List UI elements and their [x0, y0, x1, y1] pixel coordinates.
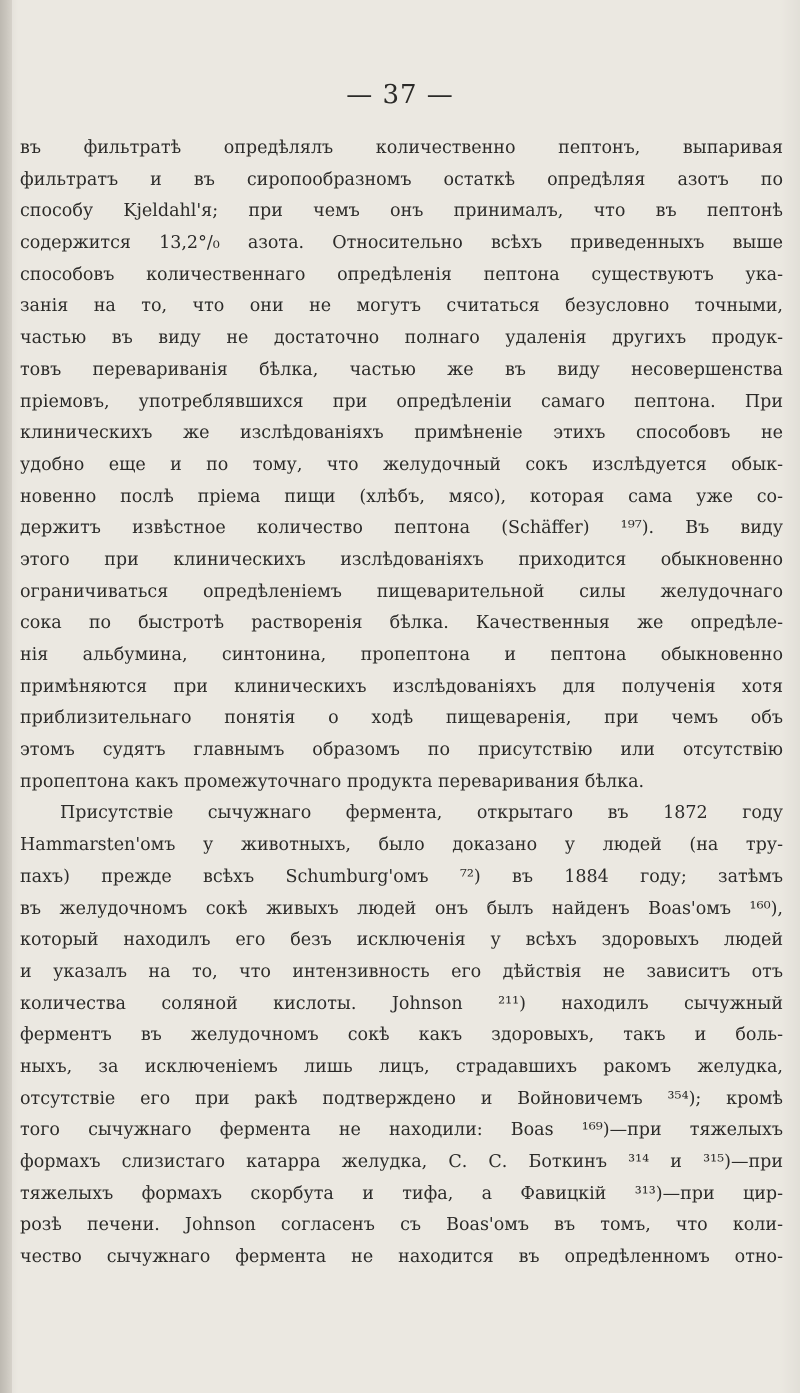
- text-line: нія альбумина, синтонина, пропептона и пептона обыкновенно: [20, 645, 783, 665]
- text-line: количества соляной кислоты. Johnson ²¹¹) находилъ сычужный: [20, 993, 783, 1014]
- paragraph: [20, 133, 783, 798]
- text-line: содержится 13,2°/₀ азота. Относительно всѣхъ приведенныхъ выше: [20, 233, 783, 254]
- text-line: тяжелыхъ формахъ скорбута и тифа, а Фавицкій ³¹³)—при цир-: [20, 1183, 783, 1204]
- paragraph: [20, 798, 783, 1273]
- text-line: пропептона какъ промежуточнаго продукта переваривания бѣлка.: [20, 771, 645, 792]
- text-line: Hammarsten'омъ у животныхъ, было доказано у людей (на тру-: [20, 835, 783, 856]
- text-line: занія на то, что они не могутъ считаться безусловно точными,: [20, 296, 783, 317]
- text-line: ограничиваться опредѣленіемъ пищеварительной силы желудочнаго: [20, 581, 783, 602]
- text-line: пріемовъ, употреблявшихся при опредѣленіи самаго пептона. При: [20, 391, 783, 412]
- text-line: сока по быстротѣ растворенія бѣлка. Качественныя же опредѣле-: [20, 613, 783, 634]
- text-line: клиническихъ же изслѣдованіяхъ примѣненіе этихъ способовъ не: [20, 423, 783, 444]
- page-body-text: [20, 133, 783, 1274]
- text-line: чество сычужнаго фермента не находится въ опредѣленномъ отно-: [20, 1247, 783, 1268]
- text-line: ферментъ въ желудочномъ сокѣ какъ здоровыхъ, такъ и боль-: [20, 1025, 783, 1046]
- text-line: розѣ печени. Johnson согласенъ съ Boas'омъ въ томъ, что коли-: [20, 1215, 783, 1236]
- text-line: Присутствіе сычужнаго фермента, открытаго въ 1872 году: [60, 803, 783, 824]
- text-line: удобно еще и по тому, что желудочный сокъ изслѣдуется обык-: [20, 454, 783, 475]
- text-line: отсутствіе его при ракѣ подтверждено и Войновичемъ ³⁵⁴); кромѣ: [20, 1088, 783, 1109]
- text-line: того сычужнаго фермента не находили: Boas ¹⁶⁹)—при тяжелыхъ: [20, 1120, 783, 1141]
- text-line: частью въ виду не достаточно полнаго удаленія другихъ продук-: [20, 328, 783, 349]
- text-line: фильтратъ и въ сиропообразномъ остаткѣ опредѣляя азотъ по: [20, 169, 783, 190]
- text-line: способу Kjeldahl'я; при чемъ онъ принималъ, что въ пептонѣ: [20, 201, 783, 222]
- text-line: товъ перевариванія бѣлка, частью же въ виду несовершенства: [20, 359, 783, 380]
- text-line: этого при клиническихъ изслѣдованіяхъ приходится обыкновенно: [20, 549, 783, 570]
- text-line: и указалъ на то, что интензивность его дѣйствія не зависитъ отъ: [20, 961, 783, 982]
- text-line: ныхъ, за исключеніемъ лишь лицъ, страдавшихъ ракомъ желудка,: [20, 1056, 783, 1077]
- text-line: приблизительнаго понятія о ходѣ пищеваренія, при чемъ объ: [20, 708, 783, 729]
- text-line: пахъ) прежде всѣхъ Schumburg'омъ ⁷²) въ 1884 году; затѣмъ: [20, 866, 783, 887]
- text-line: въ желудочномъ сокѣ живыхъ людей онъ былъ найденъ Boas'омъ ¹⁶⁰),: [20, 898, 783, 919]
- text-line: держитъ извѣстное количество пептона (Schäffer) ¹⁹⁷). Въ виду: [20, 518, 783, 539]
- page-number: — 37 —: [346, 80, 454, 110]
- text-line: способовъ количественнаго опредѣленія пептона существуютъ ука-: [20, 264, 783, 285]
- text-line: въ фильтратѣ опредѣлялъ количественно пептонъ, выпаривая: [20, 138, 783, 158]
- text-line: который находилъ его безъ исключенія у всѣхъ здоровыхъ людей: [20, 930, 783, 951]
- text-line: примѣняются при клиническихъ изслѣдованіяхъ для полученія хотя: [20, 676, 783, 697]
- text-line: этомъ судятъ главнымъ образомъ по присутствію или отсутствію: [20, 740, 783, 761]
- text-line: формахъ слизистаго катарра желудка, С. С. Боткинъ ³¹⁴ и ³¹⁵)—при: [20, 1152, 783, 1172]
- page-binding-edge: [0, 0, 12, 1393]
- text-line: новенно послѣ пріема пищи (хлѣбъ, мясо), которая сама уже со-: [20, 486, 783, 507]
